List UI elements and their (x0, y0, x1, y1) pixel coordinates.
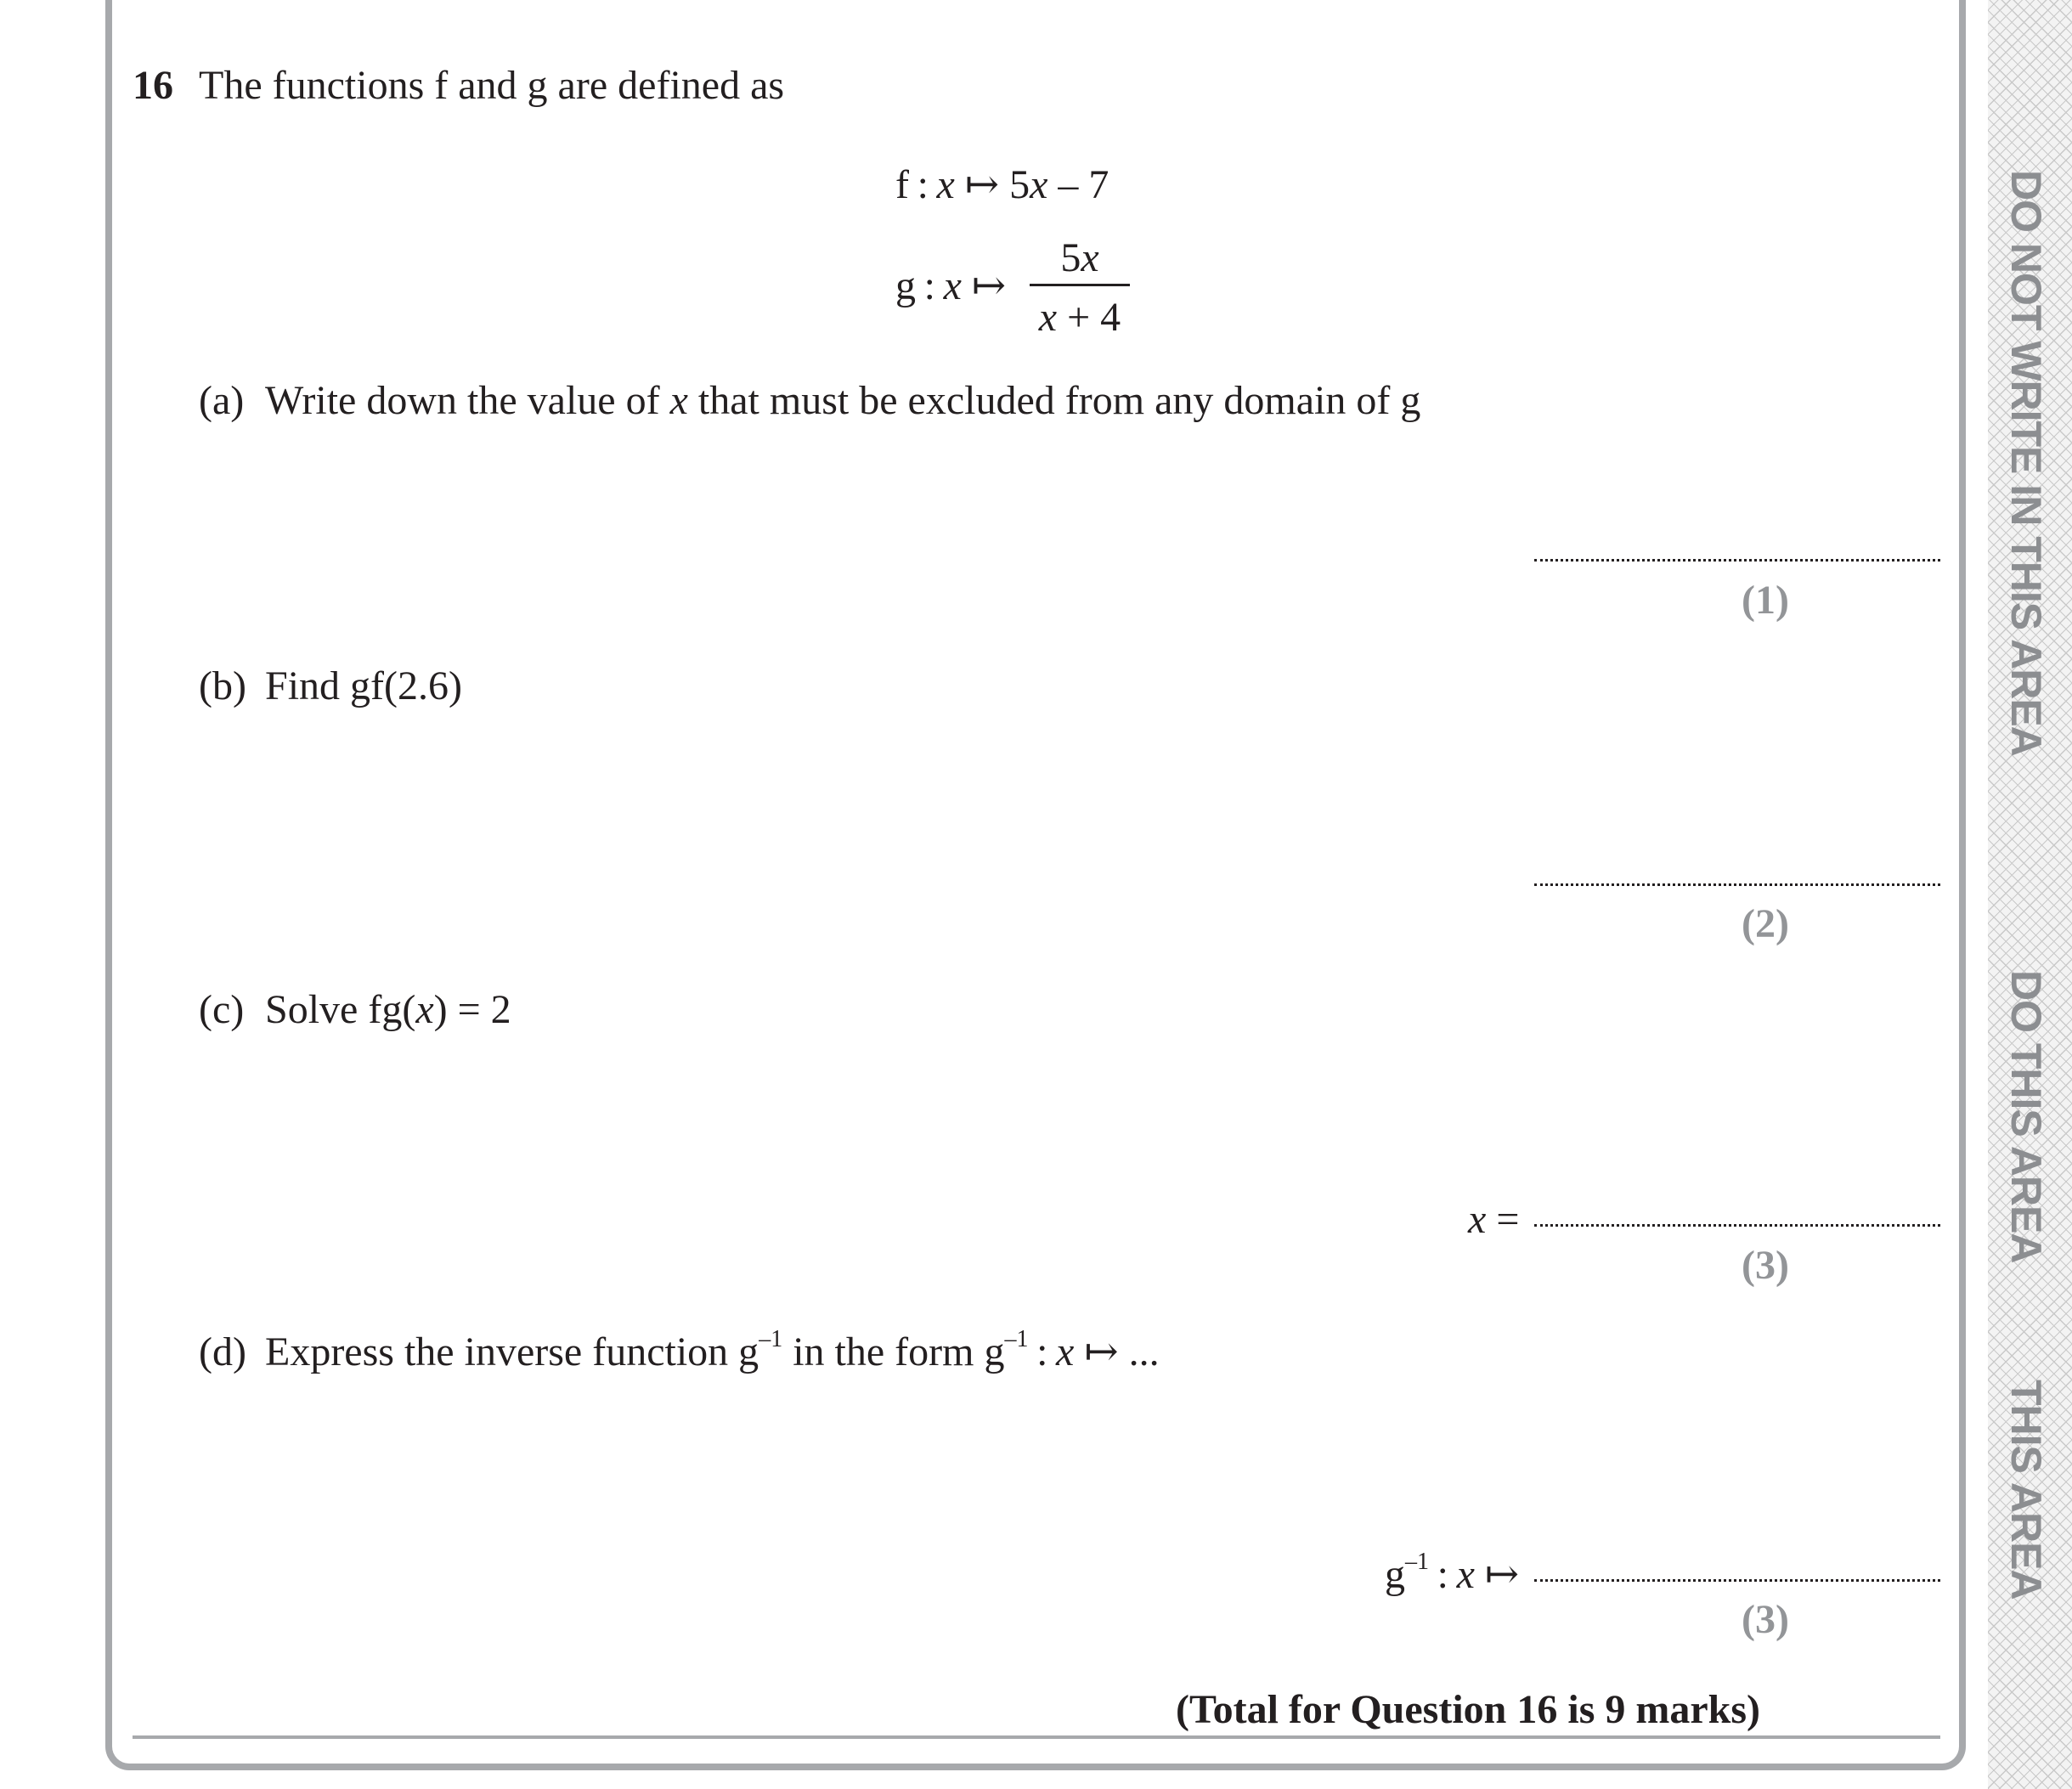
part-c-text: Solve fg(x) = 2 (265, 987, 511, 1032)
question-number: 16 (133, 63, 173, 108)
part-d-label: (d) (199, 1329, 246, 1374)
answer-line-a[interactable] (1534, 559, 1940, 562)
answer-line-b[interactable] (1534, 883, 1940, 886)
margin-warning-1: DO NOT WRITE IN THIS AREA (2002, 170, 2050, 756)
part-d-text: Express the inverse function $g^{-1}$ in the form $g^{-1}$ : x ↦ ... (265, 1326, 1160, 1374)
answer-prefix-d: $g^{-1}$ : x ↦ (1385, 1549, 1520, 1597)
answer-prefix-c: x = (1468, 1197, 1520, 1242)
question-intro: The functions f and g are defined as (199, 63, 785, 108)
g-definition: g : x ↦ (895, 263, 1007, 308)
f-definition: f : x ↦ 5x – 7 (895, 162, 1109, 207)
marks-b: (2) (1742, 901, 1789, 946)
bottom-rule (133, 1735, 1940, 1739)
total-marks: (Total for Question 16 is 9 marks) (1176, 1687, 1761, 1732)
g-denominator: x + 4 (1038, 295, 1121, 340)
part-c-label: (c) (199, 987, 245, 1032)
marks-c: (3) (1742, 1243, 1789, 1288)
fraction-bar (1030, 284, 1130, 286)
margin-warning-3: THIS AREA (2002, 1380, 2050, 1600)
part-b-label: (b) (199, 663, 246, 708)
part-a-text: Write down the value of x that must be excluded from any domain of g (265, 378, 1421, 423)
marks-a: (1) (1742, 578, 1789, 623)
marks-d: (3) (1742, 1597, 1789, 1642)
part-b-text: Find gf(2.6) (265, 663, 462, 708)
margin-strip (1988, 0, 2072, 1789)
answer-line-c[interactable] (1534, 1224, 1940, 1227)
g-numerator: 5x (1060, 235, 1099, 280)
answer-line-d[interactable] (1534, 1579, 1940, 1582)
margin-warning-2: DO THIS AREA (2002, 970, 2050, 1263)
part-a-label: (a) (199, 378, 245, 423)
